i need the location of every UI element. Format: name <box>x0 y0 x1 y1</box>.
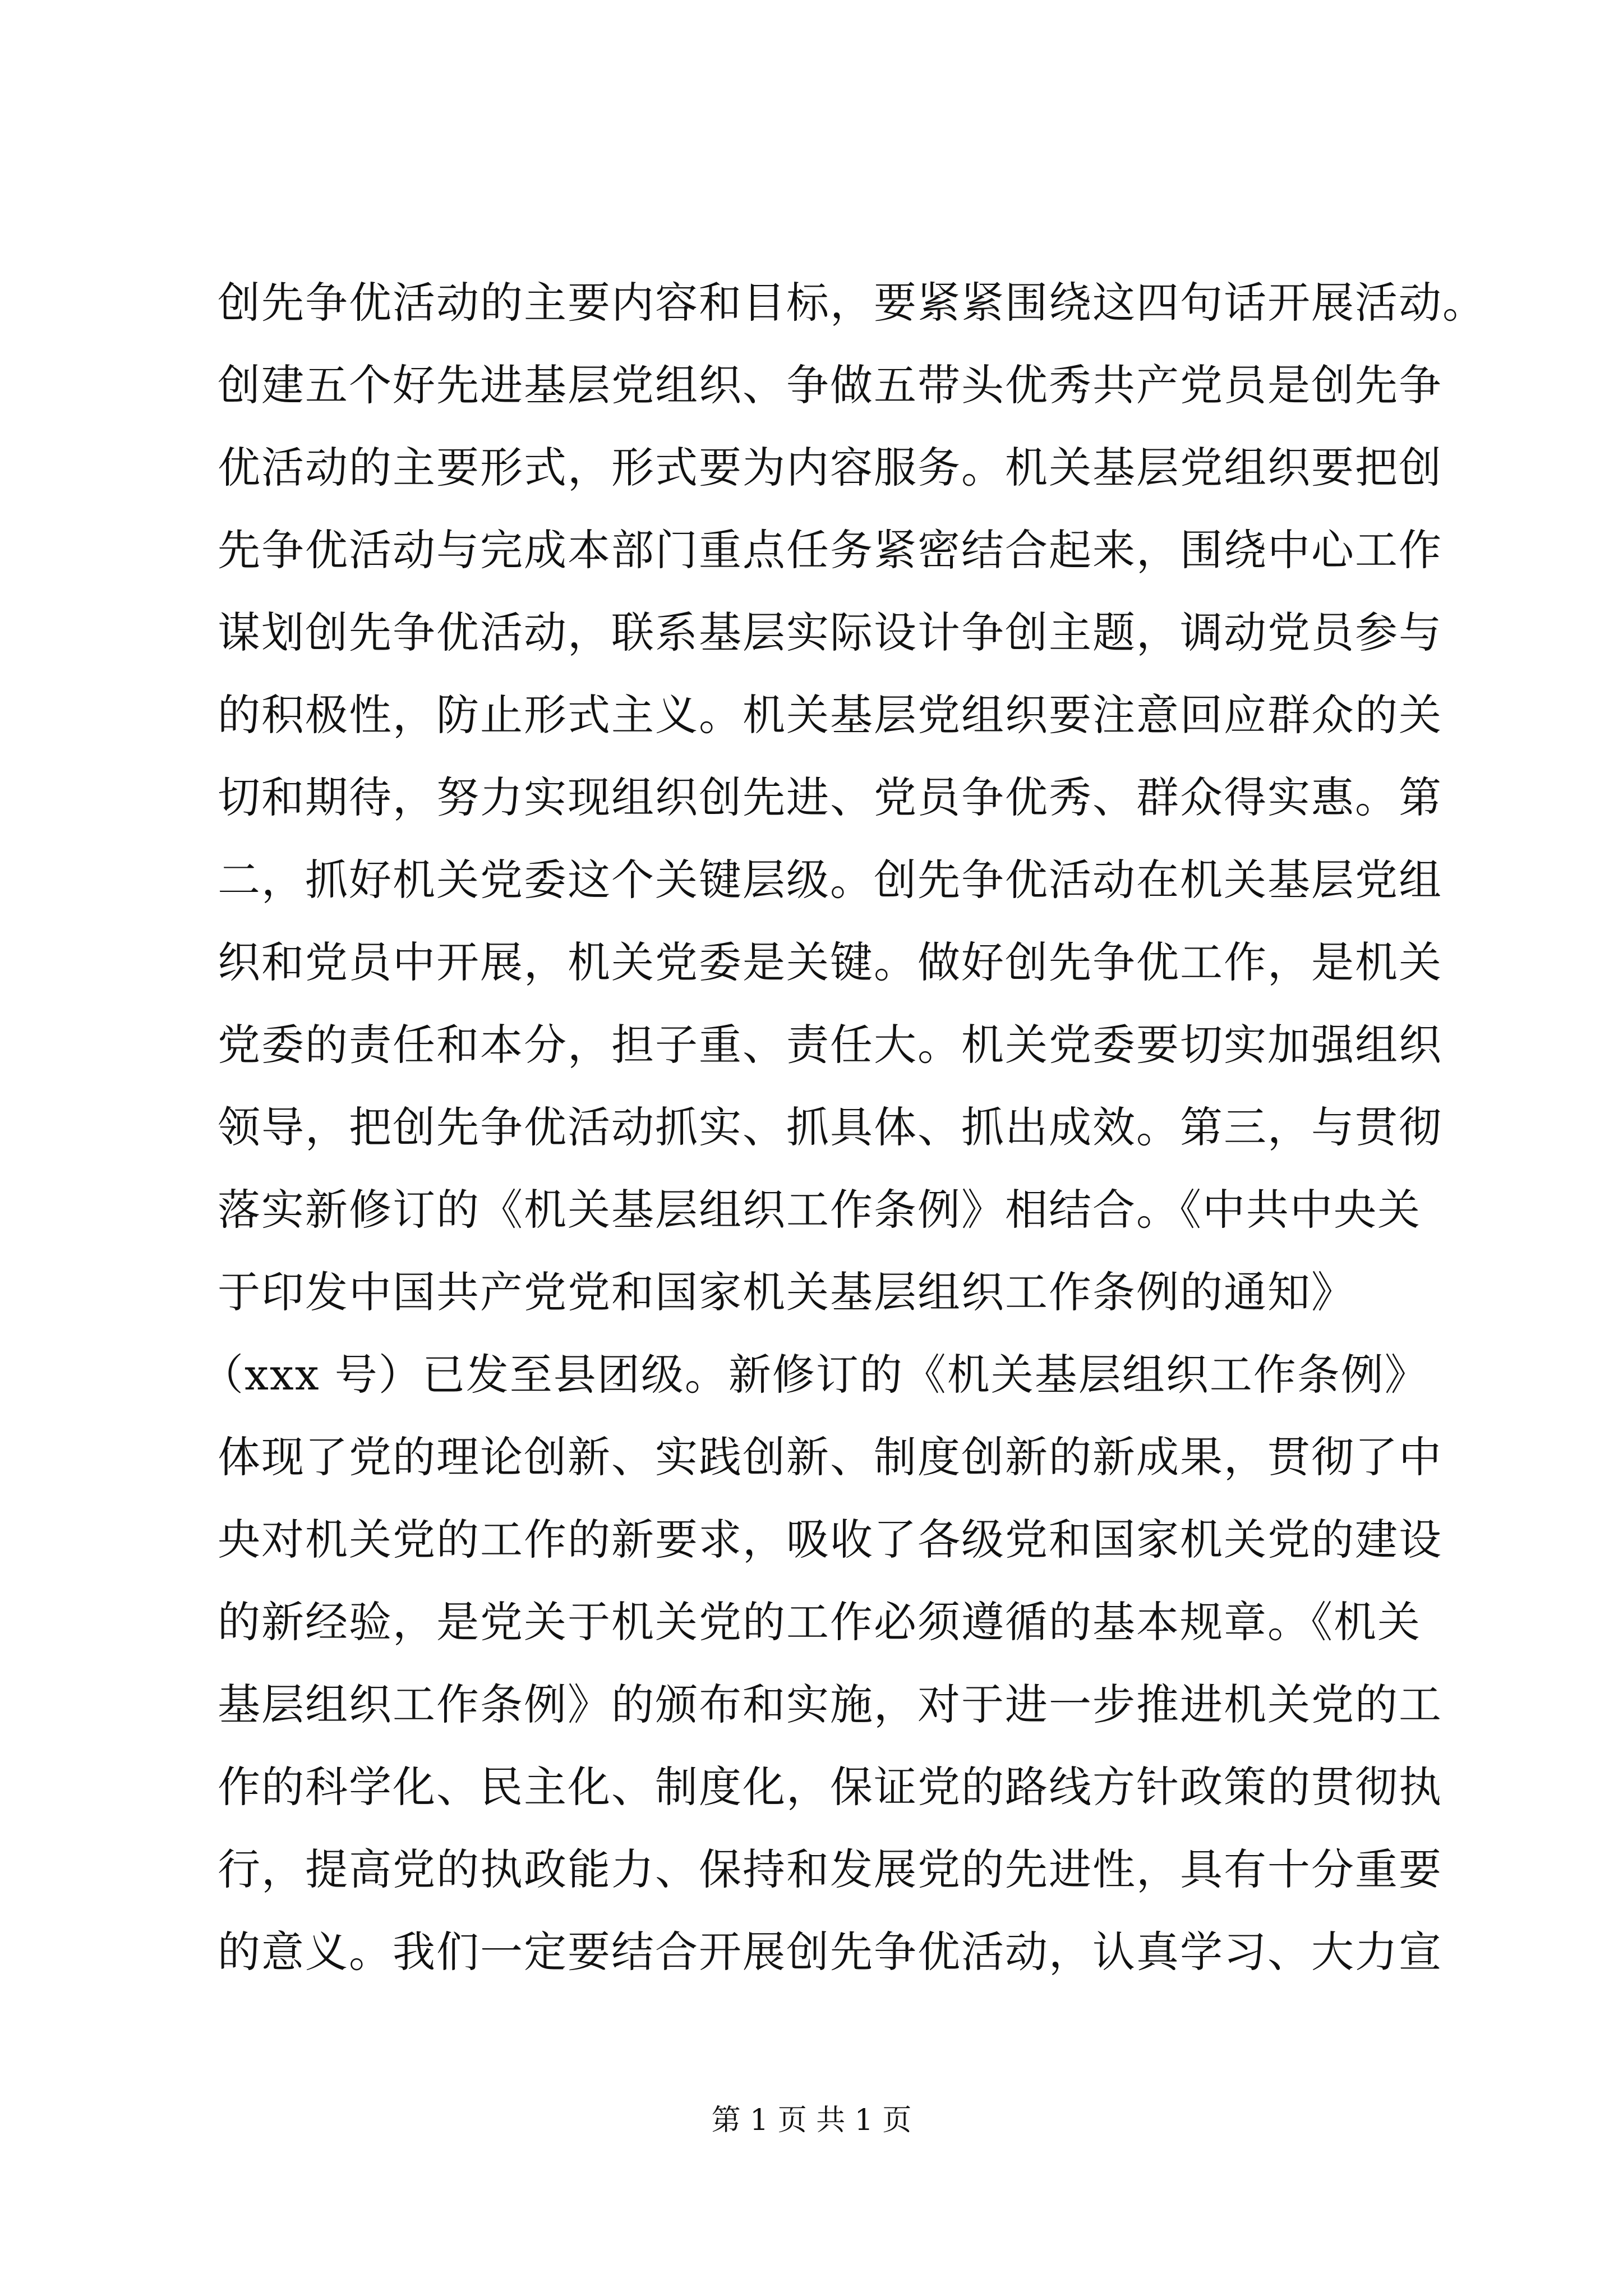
text-line: 切和期待，努力实现组织创先进、党员争优秀、群众得实惠。第 <box>218 772 1442 822</box>
text-line: 党委的责任和本分，担子重、责任大。机关党委要切实加强组织 <box>218 1020 1442 1070</box>
text-line: （xxx 号）已发至县团级。新修订的《机关基层组织工作条例》 <box>201 1350 1428 1400</box>
text-line: 基层组织工作条例》的颁布和实施，对于进一步推进机关党的工 <box>218 1680 1442 1729</box>
text-line: 的意义。我们一定要结合开展创先争优活动，认真学习、大力宣 <box>218 1927 1442 1977</box>
text-line: 行，提高党的执政能力、保持和发展党的先进性，具有十分重要 <box>218 1844 1442 1894</box>
text-line: 创先争优活动的主要内容和目标，要紧紧围绕这四句话开展活动。 <box>218 278 1486 328</box>
text-line: 谋划创先争优活动，联系基层实际设计争创主题，调动党员参与 <box>218 608 1442 657</box>
text-line: 央对机关党的工作的新要求，吸收了各级党和国家机关党的建设 <box>218 1515 1442 1565</box>
text-line: 体现了党的理论创新、实践创新、制度创新的新成果，贯彻了中 <box>218 1432 1442 1482</box>
text-line: 落实新修订的《机关基层组织工作条例》相结合。《中共中央关 <box>218 1185 1421 1235</box>
text-line: 优活动的主要形式，形式要为内容服务。机关基层党组织要把创 <box>218 443 1442 493</box>
page-footer: 第 1 页 共 1 页 <box>711 2104 912 2137</box>
text-line: 织和党员中开展，机关党委是关键。做好创先争优工作，是机关 <box>218 937 1442 987</box>
text-line: 作的科学化、民主化、制度化，保证党的路线方针政策的贯彻执 <box>218 1762 1442 1812</box>
text-line: 先争优活动与完成本部门重点任务紧密结合起来，围绕中心工作 <box>218 525 1442 575</box>
text-line: 领导，把创先争优活动抓实、抓具体、抓出成效。第三，与贯彻 <box>218 1102 1442 1152</box>
text-line: 创建五个好先进基层党组织、争做五带头优秀共产党员是创先争 <box>218 360 1442 410</box>
text-line: 于印发中国共产党党和国家机关基层组织工作条例的通知》 <box>218 1267 1355 1317</box>
text-line: 二，抓好机关党委这个关键层级。创先争优活动在机关基层党组 <box>218 855 1442 905</box>
text-line: 的新经验，是党关于机关党的工作必须遵循的基本规章。《机关 <box>218 1597 1421 1647</box>
text-line: 的积极性，防止形式主义。机关基层党组织要注意回应群众的关 <box>218 690 1442 740</box>
